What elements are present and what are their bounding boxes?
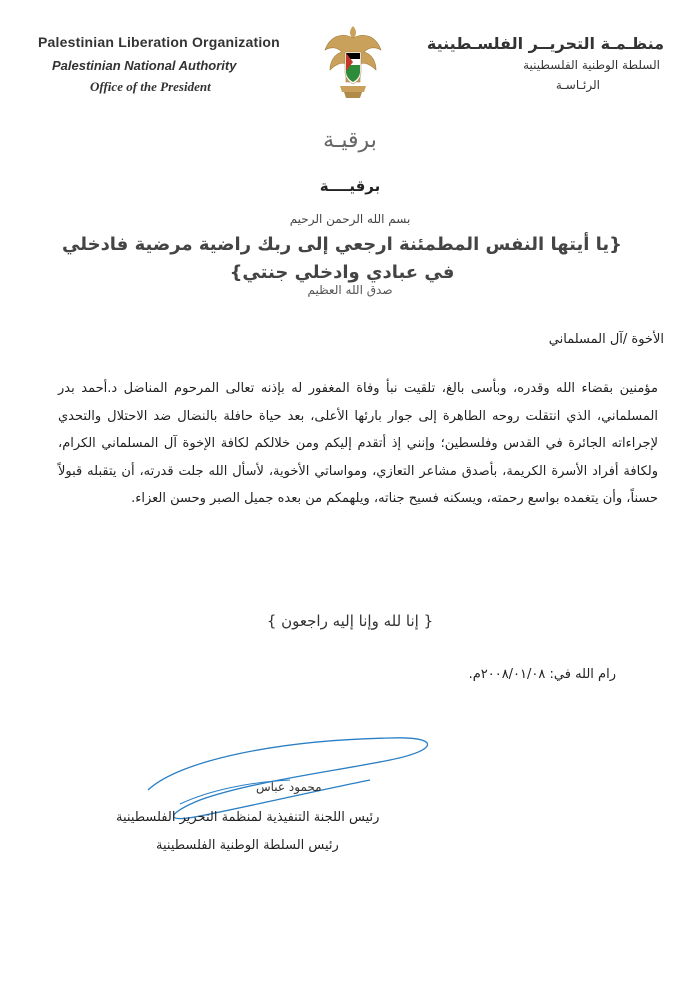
sadaq-allah: صدق الله العظيم [307, 283, 393, 297]
heading-telegram-small: برقيــــة [319, 177, 381, 195]
header-en-authority: Palestinian National Authority [52, 58, 237, 73]
signatory-title-1: رئيس اللجنة التنفيذية لمنظمة التحرير الفلسطينية [116, 810, 380, 825]
addressee: الأخوة /آل المسلماني [548, 332, 664, 347]
condolence-body: مؤمنين بقضاء الله وقدره، وبأسى بالغ، تلقيت نبأ وفاة المغفور له بإذنه تعالى المرحوم المناضل د.أحمد بدر المسلماني، الذي انتقلت روحه الطاهرة إلى جوار بارئها الأعلى، بعد حياة حافلة بالنضال ضد الاحتلال والتحدي لإجراءاته الجائرة في القدس وفلسطين؛ وإنني إذ أتقدم إليكم ومن خلالكم لكافة الإخوة آل المسلماني الكرام، ولكافة أفراد الأسرة الكريمة، بأصدق مشاعر التعازي، ومواساتي الأخوية، لأسأل الله جلت قدرته، أن يتقبله قبولاً حسناً، وأن يتغمده بواسع رحمته، ويسكنه فسيح جناته، ويلهمكم من بعده جميل الصبر وحسن العزاء. [58, 381, 658, 506]
header-ar-presidency: الرئـاسـة [555, 78, 600, 92]
eagle-emblem-icon [322, 22, 384, 100]
header-en-org: Palestinian Liberation Organization [38, 34, 280, 50]
header-ar-org: منظـمـة التحريــر الفلسـطينية [426, 34, 664, 53]
heading-telegram-large: برقيـة [323, 128, 377, 153]
signatory-title-2: رئيس السلطة الوطنية الفلسطينية [156, 838, 339, 853]
quran-verse: {يا أيتها النفس المطمئنة ارجعي إلى ربك راضية مرضية فادخلي في عبادي وادخلي جنتي} [62, 234, 622, 283]
signatory-name: محمود عباس [256, 780, 322, 794]
closing-verse: { إنا لله وإنا إليه راجعون } [266, 612, 434, 630]
header-ar-authority: السلطة الوطنية الفلسطينية [523, 58, 660, 72]
header-en-office: Office of the President [90, 79, 211, 94]
basmala: بسم الله الرحمن الرحيم [289, 212, 411, 226]
letter-date: رام الله في: ٢٠٠٨/٠١/٠٨م. [468, 667, 616, 682]
